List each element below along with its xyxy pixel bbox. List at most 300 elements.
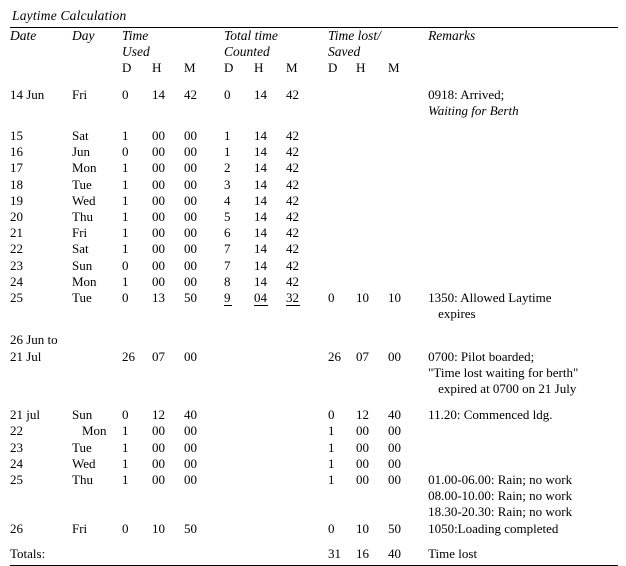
cell-counted-m: 42 <box>286 128 300 144</box>
cell-lost-h: 12 <box>356 407 370 423</box>
table-row <box>10 472 618 488</box>
cell-empty <box>10 488 428 504</box>
cell-used-h: 07 <box>152 348 165 364</box>
laytime-table <box>10 28 618 562</box>
cell-counted-m <box>286 349 328 365</box>
cell-remarks: expires <box>438 306 476 322</box>
cell-used-d: 1 <box>122 128 129 144</box>
cell-day: Fri <box>72 520 88 536</box>
table-row <box>10 258 618 274</box>
cell-counted-d-value: 9 <box>224 290 231 306</box>
cell-used-h: 00 <box>152 439 165 455</box>
header-blank-5 <box>72 60 122 76</box>
cell-used-d: 1 <box>122 209 129 225</box>
cell-lost-h: 00 <box>356 423 370 439</box>
cell-date: 18 <box>10 176 23 192</box>
cell-used-m: 50 <box>184 290 197 306</box>
cell-lost-m: 10 <box>388 290 402 306</box>
cell-counted-h: 14 <box>254 257 268 273</box>
cell-counted-m: 42 <box>286 144 300 160</box>
cell-remarks <box>428 144 618 160</box>
spacer-row <box>10 77 618 87</box>
header-lost-d: D <box>328 60 338 76</box>
table-row <box>10 365 618 381</box>
cell-counted-m: 42 <box>286 257 300 273</box>
cell-used-d: 1 <box>122 423 129 439</box>
cell-day: Mon <box>72 160 97 176</box>
cell-lost-m <box>388 258 428 274</box>
cell-empty <box>10 306 428 322</box>
cell-lost-h <box>356 225 388 241</box>
cell-counted-d <box>224 423 254 439</box>
cell-counted-d: 4 <box>224 192 231 208</box>
table-header-row-2 <box>10 44 618 60</box>
cell-remarks <box>428 241 618 257</box>
totals-used-d <box>122 546 152 562</box>
cell-lost-d <box>328 209 356 225</box>
cell-counted-m: 42 <box>286 209 300 225</box>
cell-day: Mon <box>72 273 97 289</box>
cell-lost-d <box>328 225 356 241</box>
cell-empty <box>10 365 428 381</box>
cell-counted-m <box>286 472 328 488</box>
cell-used-m: 50 <box>184 520 197 536</box>
spacer-row <box>10 537 618 546</box>
cell-used-m: 00 <box>184 192 197 208</box>
cell-used-h: 00 <box>152 423 165 439</box>
cell-date: 21 Jul <box>10 348 42 364</box>
cell-day: Tue <box>72 176 92 192</box>
cell-counted-m <box>286 407 328 423</box>
cell-day: Thu <box>72 209 93 225</box>
cell-used-h: 00 <box>152 455 165 471</box>
cell-counted-d: 1 <box>224 128 231 144</box>
cell-remarks <box>428 274 618 290</box>
cell-remarks <box>428 332 618 348</box>
cell-lost-d <box>328 274 356 290</box>
cell-lost-d: 1 <box>328 423 335 439</box>
cell-lost-d: 0 <box>328 520 335 536</box>
cell-used-m <box>184 332 224 348</box>
header-total-time: Total time <box>224 28 278 43</box>
cell-day: Sun <box>72 407 93 423</box>
cell-lost-d: 1 <box>328 439 335 455</box>
header-date: Date <box>10 28 37 43</box>
cell-remarks: 1050:Loading completed <box>428 520 559 536</box>
cell-remarks: Waiting for Berth <box>428 102 519 118</box>
cell-day: Fri <box>72 225 88 241</box>
cell-remarks <box>428 177 618 193</box>
header-blank-3 <box>428 44 618 60</box>
cell-lost-d: 0 <box>328 290 335 306</box>
table-row <box>10 306 618 322</box>
cell-counted-m: 42 <box>286 86 300 102</box>
cell-date: 15 <box>10 128 23 144</box>
cell-used-m: 00 <box>184 273 197 289</box>
cell-day: Tue <box>72 290 92 306</box>
cell-date: 22 <box>10 423 23 439</box>
cell-lost-m: 00 <box>388 348 402 364</box>
cell-counted-m <box>286 521 328 537</box>
cell-counted-h: 14 <box>254 241 268 257</box>
cell-used-m: 00 <box>184 225 197 241</box>
cell-counted-m: 42 <box>286 176 300 192</box>
cell-lost-h <box>356 128 388 144</box>
cell-counted-d <box>224 472 254 488</box>
cell-date: 22 <box>10 241 23 257</box>
cell-counted-h <box>254 521 286 537</box>
totals-row <box>10 546 618 562</box>
cell-used-h: 00 <box>152 128 165 144</box>
cell-day: Thu <box>72 472 93 488</box>
cell-used-d: 0 <box>122 86 129 102</box>
cell-remarks: 01.00-06.00: Rain; no work <box>428 472 573 488</box>
table-row <box>10 103 618 119</box>
cell-counted-h: 14 <box>254 128 268 144</box>
cell-lost-m <box>388 274 428 290</box>
table-row <box>10 349 618 365</box>
totals-used-m <box>184 546 224 562</box>
cell-used-h: 00 <box>152 257 165 273</box>
spacer-row <box>10 322 618 332</box>
cell-used-h: 00 <box>152 241 165 257</box>
header-used-h: H <box>152 60 162 76</box>
cell-lost-h: 10 <box>356 290 370 306</box>
cell-used-h: 00 <box>152 209 165 225</box>
cell-used-h: 14 <box>152 86 165 102</box>
cell-counted-d: 2 <box>224 160 231 176</box>
cell-remarks: 08.00-10.00: Rain; no work <box>428 488 573 504</box>
cell-lost-h <box>356 258 388 274</box>
cell-lost-d: 1 <box>328 472 335 488</box>
table-header-row-1 <box>10 28 618 44</box>
cell-counted-h <box>254 456 286 472</box>
cell-counted-h <box>254 407 286 423</box>
cell-counted-h <box>254 440 286 456</box>
table-row <box>10 407 618 423</box>
cell-counted-m: 42 <box>286 241 300 257</box>
table-row <box>10 290 618 306</box>
cell-used-m: 42 <box>184 86 197 102</box>
header-day: Day <box>72 28 95 43</box>
cell-date: 20 <box>10 209 23 225</box>
totals-counted-d <box>224 546 254 562</box>
header-time-lost: Time lost/ <box>328 28 381 43</box>
cell-lost-m <box>388 209 428 225</box>
cell-remarks <box>428 128 618 144</box>
cell-lost-d: 1 <box>328 455 335 471</box>
cell-used-h: 00 <box>152 192 165 208</box>
cell-lost-h: 10 <box>356 520 370 536</box>
cell-used-d <box>122 332 152 348</box>
header-lost-h: H <box>356 60 366 76</box>
cell-used-h: 00 <box>152 273 165 289</box>
cell-lost-h <box>356 87 388 103</box>
cell-lost-m <box>388 177 428 193</box>
cell-used-d: 1 <box>122 241 129 257</box>
cell-lost-h <box>356 274 388 290</box>
cell-counted-h-value: 04 <box>254 290 268 306</box>
table-row <box>10 241 618 257</box>
cell-used-m: 00 <box>184 257 197 273</box>
cell-used-d: 0 <box>122 290 129 306</box>
cell-remarks: 18.30-20.30: Rain; no work <box>428 504 573 520</box>
header-saved: Saved <box>328 44 361 60</box>
cell-remarks <box>428 193 618 209</box>
cell-remarks <box>428 440 618 456</box>
cell-day: Sat <box>72 128 89 144</box>
cell-used-m: 00 <box>184 144 197 160</box>
cell-date: 23 <box>10 257 23 273</box>
table-row <box>10 225 618 241</box>
cell-remarks: 1350: Allowed Laytime <box>428 290 552 306</box>
cell-lost-d <box>328 87 356 103</box>
cell-used-d: 1 <box>122 455 129 471</box>
cell-lost-d <box>328 332 356 348</box>
cell-used-h: 00 <box>152 160 165 176</box>
cell-lost-d <box>328 144 356 160</box>
table-row <box>10 177 618 193</box>
cell-counted-d: 3 <box>224 176 231 192</box>
table-row <box>10 128 618 144</box>
cell-counted-d: 0 <box>224 86 231 102</box>
cell-remarks: 11.20: Commenced ldg. <box>428 407 553 423</box>
cell-lost-d <box>328 160 356 176</box>
cell-date: 23 <box>10 439 23 455</box>
cell-date: 25 <box>10 290 23 306</box>
cell-used-m: 00 <box>184 455 197 471</box>
cell-lost-d <box>328 241 356 257</box>
cell-lost-h <box>356 332 388 348</box>
cell-counted-h <box>254 423 286 439</box>
cell-used-d: 1 <box>122 192 129 208</box>
cell-counted-m <box>286 332 328 348</box>
cell-counted-m <box>286 423 328 439</box>
cell-counted-d <box>224 290 254 306</box>
cell-used-d: 1 <box>122 225 129 241</box>
cell-counted-d: 5 <box>224 209 231 225</box>
cell-lost-d <box>328 258 356 274</box>
cell-counted-m-value: 32 <box>286 290 300 306</box>
cell-lost-m <box>388 193 428 209</box>
table-row <box>10 209 618 225</box>
cell-used-d: 0 <box>122 144 129 160</box>
cell-lost-d: 26 <box>328 348 342 364</box>
totals-remarks: Time lost <box>428 545 478 561</box>
cell-counted-h: 14 <box>254 192 268 208</box>
cell-counted-h: 14 <box>254 225 268 241</box>
cell-counted-h: 14 <box>254 273 268 289</box>
cell-counted-m <box>286 290 328 306</box>
cell-lost-h <box>356 241 388 257</box>
table-row <box>10 274 618 290</box>
cell-used-h: 00 <box>152 144 165 160</box>
cell-lost-h: 00 <box>356 455 370 471</box>
header-blank-4 <box>10 60 72 76</box>
cell-counted-m: 42 <box>286 160 300 176</box>
cell-remarks <box>428 225 618 241</box>
cell-counted-h <box>254 290 286 306</box>
cell-lost-m <box>388 128 428 144</box>
cell-counted-h <box>254 472 286 488</box>
cell-lost-m: 50 <box>388 520 402 536</box>
table-row <box>10 381 618 397</box>
cell-counted-m: 42 <box>286 225 300 241</box>
cell-lost-m <box>388 144 428 160</box>
cell-lost-h <box>356 144 388 160</box>
cell-date: 14 Jun <box>10 86 45 102</box>
table-row <box>10 521 618 537</box>
table-row <box>10 144 618 160</box>
cell-lost-d <box>328 193 356 209</box>
cell-lost-m: 00 <box>388 472 402 488</box>
cell-counted-h: 14 <box>254 176 268 192</box>
cell-day: Fri <box>72 86 88 102</box>
header-counted: Counted <box>224 44 270 60</box>
cell-day: Mon <box>82 423 107 439</box>
cell-date: 26 <box>10 520 23 536</box>
cell-day: Tue <box>72 439 92 455</box>
cell-counted-d <box>224 407 254 423</box>
cell-remarks <box>428 456 618 472</box>
cell-date: 21 jul <box>10 407 40 423</box>
cell-counted-h: 14 <box>254 160 268 176</box>
cell-counted-m <box>286 456 328 472</box>
cell-date: 26 Jun to <box>10 332 58 348</box>
header-counted-h: H <box>254 60 264 76</box>
cell-used-m: 00 <box>184 472 197 488</box>
cell-counted-d: 7 <box>224 257 231 273</box>
cell-remarks: "Time lost waiting for berth" <box>428 364 579 380</box>
cell-counted-h: 14 <box>254 209 268 225</box>
cell-date: 19 <box>10 192 23 208</box>
cell-counted-d <box>224 332 254 348</box>
cell-used-m: 40 <box>184 407 197 423</box>
cell-counted-m: 42 <box>286 192 300 208</box>
cell-used-d: 26 <box>122 348 135 364</box>
totals-used-h <box>152 546 184 562</box>
cell-lost-h <box>356 160 388 176</box>
cell-lost-d <box>328 128 356 144</box>
cell-date: 17 <box>10 160 23 176</box>
cell-remarks <box>428 160 618 176</box>
table-row <box>10 504 618 520</box>
header-blank-2 <box>72 44 122 60</box>
header-used: Used <box>122 44 150 60</box>
header-used-d: D <box>122 60 132 76</box>
cell-remarks <box>428 209 618 225</box>
cell-counted-m <box>286 440 328 456</box>
cell-date: 24 <box>10 455 23 471</box>
cell-used-d: 1 <box>122 273 129 289</box>
page-title: Laytime Calculation <box>12 8 127 23</box>
table-row <box>10 160 618 176</box>
cell-used-h: 00 <box>152 176 165 192</box>
totals-lost-m: 40 <box>388 545 402 561</box>
cell-lost-h <box>356 193 388 209</box>
header-blank-6 <box>428 60 618 76</box>
cell-day: Wed <box>72 455 96 471</box>
cell-lost-m <box>388 332 428 348</box>
table-row <box>10 423 618 439</box>
cell-lost-m <box>388 225 428 241</box>
cell-lost-h: 07 <box>356 348 370 364</box>
totals-label: Totals: <box>10 545 46 561</box>
totals-lost-d: 31 <box>328 545 342 561</box>
cell-empty <box>10 103 428 119</box>
cell-used-d: 1 <box>122 439 129 455</box>
cell-used-d: 1 <box>122 472 129 488</box>
cell-counted-d <box>224 440 254 456</box>
cell-lost-m <box>388 87 428 103</box>
cell-used-m: 00 <box>184 348 197 364</box>
cell-remarks: 0918: Arrived; <box>428 86 505 102</box>
table-row <box>10 456 618 472</box>
cell-day: Sun <box>72 257 93 273</box>
cell-counted-h <box>254 349 286 365</box>
table-row <box>10 440 618 456</box>
cell-counted-h <box>254 332 286 348</box>
cell-remarks: expired at 0700 on 21 July <box>438 381 577 397</box>
cell-date: 25 <box>10 472 23 488</box>
cell-remarks: 0700: Pilot boarded; <box>428 348 535 364</box>
cell-date: 24 <box>10 273 23 289</box>
cell-used-d: 0 <box>122 257 129 273</box>
cell-lost-m: 00 <box>388 455 402 471</box>
cell-lost-h: 00 <box>356 472 370 488</box>
table-row <box>10 87 618 103</box>
header-used-m: M <box>184 60 196 76</box>
cell-used-d: 0 <box>122 520 129 536</box>
cell-used-h: 13 <box>152 290 165 306</box>
cell-used-d: 0 <box>122 407 129 423</box>
cell-counted-d: 6 <box>224 225 231 241</box>
header-counted-d: D <box>224 60 234 76</box>
cell-lost-h <box>356 209 388 225</box>
cell-used-m: 00 <box>184 439 197 455</box>
cell-used-m: 00 <box>184 128 197 144</box>
cell-counted-h: 14 <box>254 144 268 160</box>
cell-day: Sat <box>72 241 89 257</box>
header-remarks: Remarks <box>428 28 476 43</box>
cell-counted-d: 8 <box>224 273 231 289</box>
totals-lost-h: 16 <box>356 545 370 561</box>
cell-counted-d <box>224 521 254 537</box>
spacer-row <box>10 397 618 407</box>
cell-remarks <box>428 423 618 439</box>
cell-date: 16 <box>10 144 23 160</box>
spacer-row <box>10 119 618 128</box>
cell-lost-m <box>388 241 428 257</box>
cell-counted-d: 1 <box>224 144 231 160</box>
cell-counted-d: 7 <box>224 241 231 257</box>
totals-counted-h <box>254 546 286 562</box>
cell-lost-d <box>328 177 356 193</box>
cell-lost-d: 0 <box>328 407 335 423</box>
cell-used-h: 10 <box>152 520 165 536</box>
cell-counted-d <box>224 456 254 472</box>
cell-lost-m: 40 <box>388 407 402 423</box>
cell-used-h <box>152 332 184 348</box>
cell-used-h: 12 <box>152 407 165 423</box>
totals-counted-m <box>286 546 328 562</box>
cell-used-m: 00 <box>184 160 197 176</box>
cell-lost-m: 00 <box>388 423 402 439</box>
cell-counted-m: 42 <box>286 273 300 289</box>
cell-used-h: 00 <box>152 472 165 488</box>
header-lost-m: M <box>388 60 400 76</box>
cell-lost-m <box>388 160 428 176</box>
